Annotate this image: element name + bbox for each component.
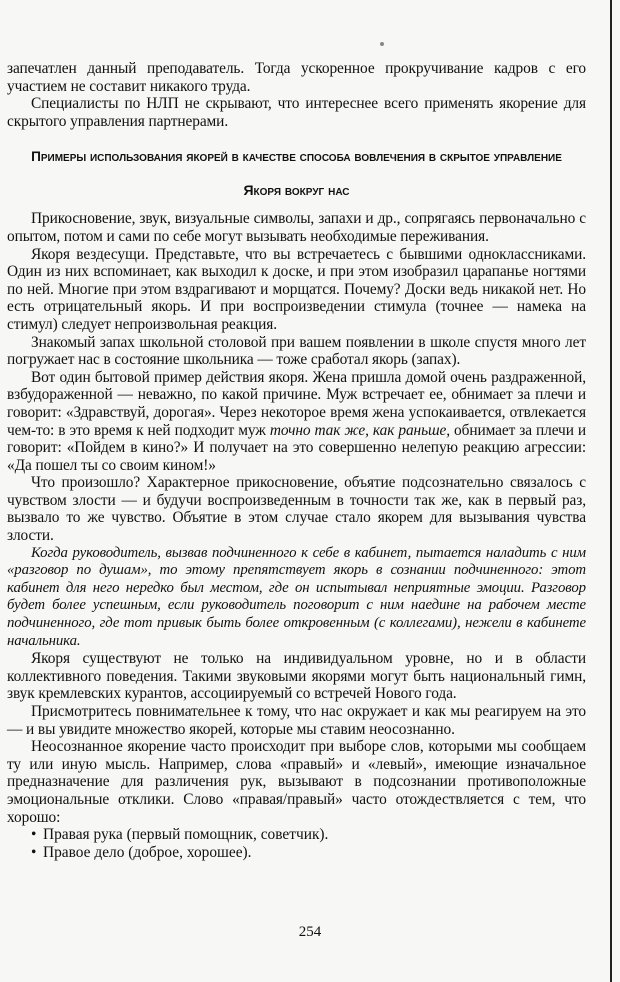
bullet-list	[7, 826, 586, 861]
subheading: Якоря вокруг нас	[243, 182, 350, 199]
page-number: 254	[298, 924, 322, 940]
paragraph-anchors-everywhere: Якоря вездесущи. Представьте, что вы встречаетесь с бывшими одноклассниками. Один из них вспоминает, как выходил к доске, и при этом изобразил царапанье ногтями по ней. Многие при этом вздрагивают и морщатся. Почему? Доски ведь никакой нет. Но есть отрицательный якорь. И при воспроизведении стимула (точнее — намека на стимул) следует непроизвольная реакция.	[7, 245, 586, 333]
paragraph-school-smell: Знакомый запах школьной столовой при вашем появлении в школе спустя много лет погружает нас в состояние школьника — тоже сработал якорь (запах).	[7, 333, 586, 369]
paragraph-look-around: Присмотритесь повнимательнее к тому, что нас окружает и как мы реагируем на это — и вы увидите множество якорей, которые мы ставим неосознанно.	[7, 703, 586, 738]
paragraph-wife-example	[7, 369, 586, 475]
page-body	[0, 60, 620, 861]
paragraph-manager-italic: Когда руководитель, вызвав подчиненного к себе в кабинет, пытается наладить с ним «разговор по душам», то этому препятствует якорь в сознании подчиненного: этот кабинет для него нередко был местом, где он испытывал неприятные эмоции. Разговор будет более успешным, если руководитель поговорит с ним наедине на рабочем месте подчиненного, где тот привык быть более откровенным (с коллегами), нежели в кабинете начальника.	[7, 544, 586, 649]
wife-text-1: Вот один бытовой пример действия якоря. Жена пришла домой очень раздраженной, взбудораженной — неважно, по какой причине. Муж встречает ее, обнимает за плечи и говорит: «Здравствуй, дорогая». Через некоторое время жена успокаивается, отвлекается чем-то: в это время к ней подходит муж	[7, 368, 586, 439]
wife-text-2: обнимает за плечи и говорит: «Пойдем в кино?» И получает на это совершенно нелепую реакцию агрессии: «Да пошел ты со своим кином!»	[7, 421, 586, 474]
intro-paragraph-1: запечатлен данный преподаватель. Тогда ускоренное прокручивание кадров с его участием не составит никакого труда.	[7, 60, 586, 95]
list-item: • Правая рука (первый помощник, советчик).	[31, 826, 586, 844]
intro-paragraph-2: Специалисты по НЛП не скрывают, что интереснее всего применять якорение для скрытого управления партнерами.	[7, 95, 586, 130]
wife-italic: точно так же, как раньше,	[269, 421, 450, 439]
section-heading: Примеры использования якорей в качестве способа вовлечения в скрытое управление	[31, 149, 562, 165]
scan-speck	[380, 42, 384, 46]
paragraph-collective: Якоря существуют не только на индивидуальном уровне, но и в области коллективного поведения. Такими звуковыми якорями могут быть национальный гимн, звук кремлевских курантов, ассоциируемый со встречей Нового года.	[7, 650, 586, 703]
list-item: • Правое дело (доброе, хорошее).	[31, 844, 586, 862]
paragraph-word-choice: Неосознанное якорение часто происходит при выборе слов, которыми мы сообщаем ту или иную мысль. Например, слова «правый» и «левый», имеющие изначальное предназначение для различения рук, вызывают в подсознании противоположные эмоциональные отклики. Слово «правая/правый» часто отождествляется с тем, что хорошо:	[7, 738, 586, 826]
paragraph-what-happened: Что произошло? Характерное прикосновение, объятие подсознательно связалось с чувством злости — и будучи воспроизведенным в точности так же, как в первый раз, вызвало то же чувство. Объятие в этом случае стало якорем для вызывания чувства злости.	[7, 474, 586, 545]
paragraph-touch: Прикосновение, звук, визуальные символы, запахи и др., сопрягаясь первоначально с опытом, потом и сами по себе могут вызывать необходимые переживания.	[7, 210, 586, 245]
